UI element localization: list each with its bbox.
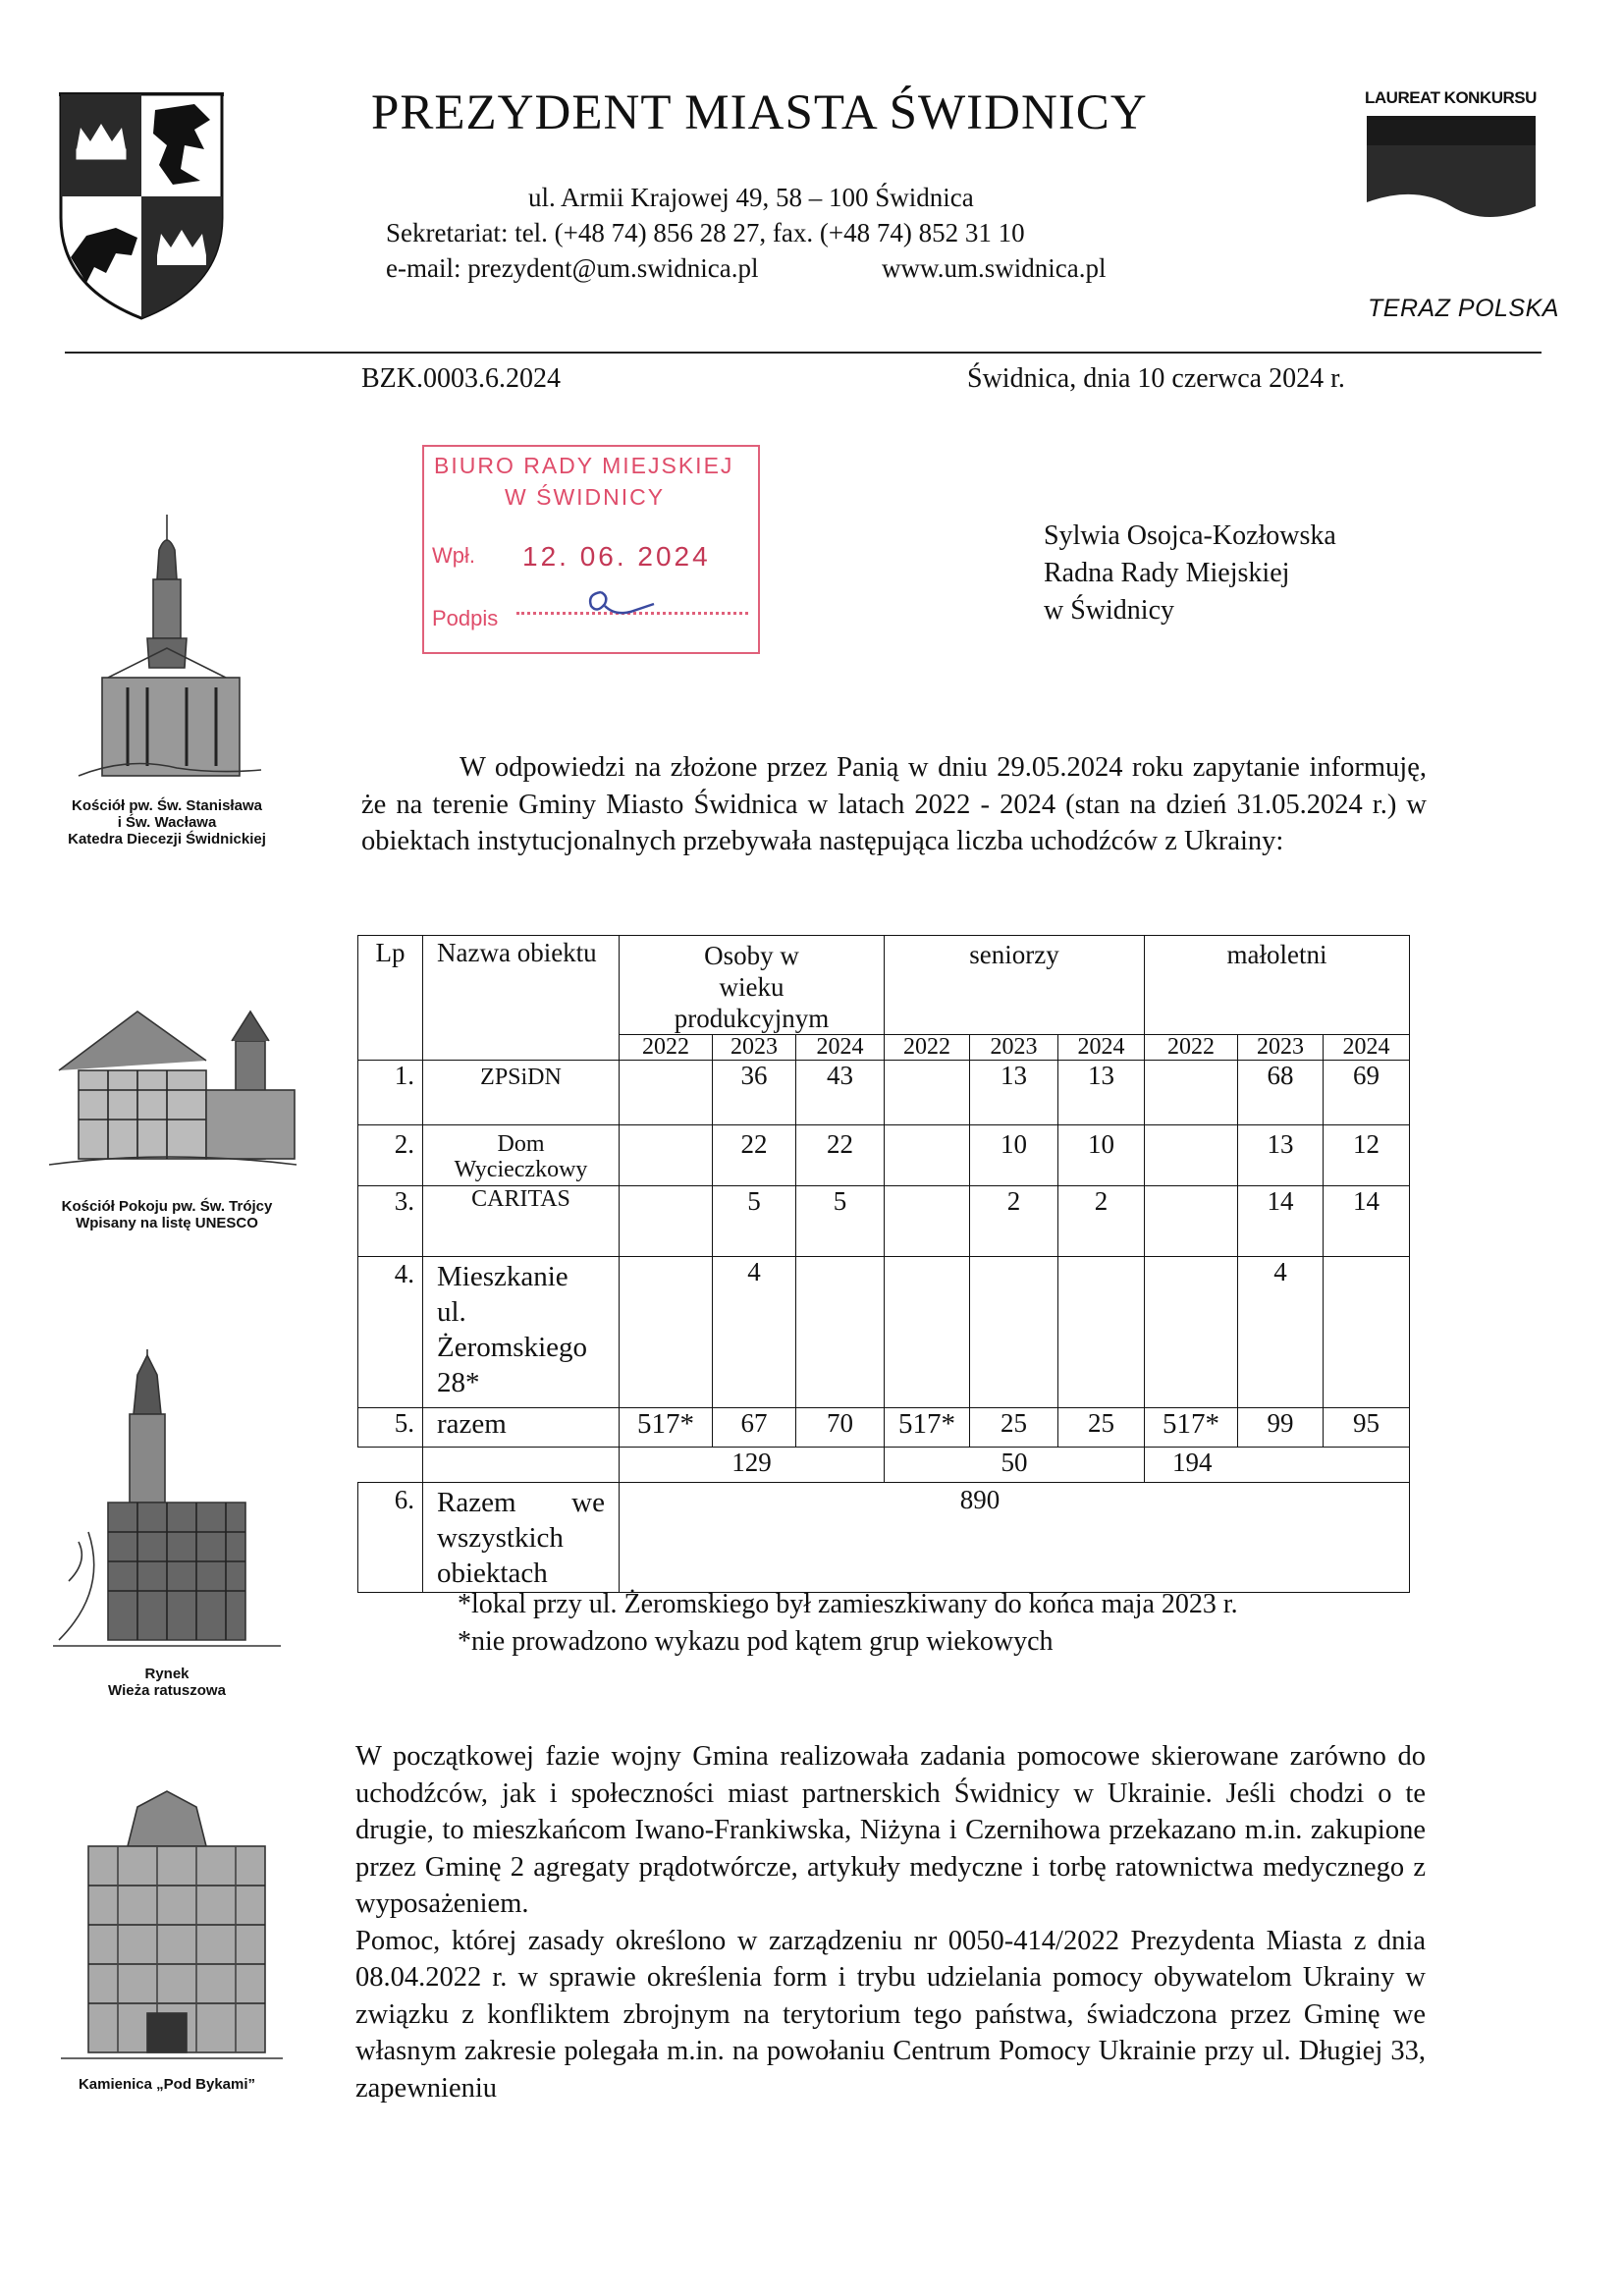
row-value xyxy=(885,1061,970,1125)
total-value: 890 xyxy=(620,1483,1410,1593)
row-name: Mieszkanie ul. Żeromskiego 28* xyxy=(423,1257,620,1408)
church-of-peace-illustration xyxy=(39,982,304,1178)
stamp-signature-label: Podpis xyxy=(432,606,499,630)
row-name: Dom Wycieczkowy xyxy=(423,1125,620,1186)
footnote: *nie prowadzono wykazu pod kątem grup wiekowych xyxy=(458,1626,1054,1657)
row-value: 68 xyxy=(1238,1061,1324,1125)
row-value: 95 xyxy=(1324,1408,1410,1448)
row-value: 517* xyxy=(1145,1408,1238,1448)
year-cell: 2022 xyxy=(620,1035,713,1061)
row-value: 14 xyxy=(1238,1186,1324,1257)
letter-reference: BZK.0003.6.2024 xyxy=(361,363,561,394)
row-value xyxy=(885,1125,970,1186)
row-value xyxy=(796,1257,885,1408)
row-value: 36 xyxy=(713,1061,796,1125)
addressee-role: Radna Rady Miejskiej xyxy=(1044,558,1290,588)
caption-line: Kościół pw. Św. Stanisława xyxy=(72,797,262,814)
letter-date: Świdnica, dnia 10 czerwca 2024 r. xyxy=(967,363,1345,394)
received-stamp xyxy=(422,445,760,654)
row-value: 517* xyxy=(885,1408,970,1448)
row-value xyxy=(1324,1257,1410,1408)
row-value: 2 xyxy=(1058,1186,1145,1257)
award-text: TERAZ POLSKA xyxy=(1368,295,1559,322)
table-row xyxy=(358,1257,1410,1408)
row-value: 10 xyxy=(1058,1125,1145,1186)
subtotal-minors: 194 xyxy=(1145,1448,1410,1483)
row-name: ZPSiDN xyxy=(423,1061,620,1125)
row-value: 13 xyxy=(1238,1125,1324,1186)
row-value: 4 xyxy=(1238,1257,1324,1408)
illustration-caption xyxy=(39,1198,295,1231)
row-lp: 6. xyxy=(358,1483,423,1593)
table-total-row xyxy=(358,1483,1410,1593)
row-value: 43 xyxy=(796,1061,885,1125)
office-phone: Sekretariat: tel. (+48 74) 856 28 27, fax. (+48 74) 852 31 10 xyxy=(386,218,1025,247)
stamp-line2: W ŚWIDNICY xyxy=(505,484,666,510)
table-subtotal-row xyxy=(358,1448,1410,1483)
row-value xyxy=(885,1186,970,1257)
table-row xyxy=(358,1186,1410,1257)
caption-line: i Św. Wacława xyxy=(117,814,217,831)
row-value: 67 xyxy=(713,1408,796,1448)
row-name: razem xyxy=(423,1408,620,1448)
row-lp: 4. xyxy=(358,1257,423,1408)
row-value: 22 xyxy=(713,1125,796,1186)
row-value: 4 xyxy=(713,1257,796,1408)
row-value xyxy=(970,1257,1058,1408)
subtotal-working-age: 129 xyxy=(620,1448,885,1483)
stamp-received-label: Wpł. xyxy=(432,543,475,568)
table-row xyxy=(358,1408,1410,1448)
illustration-caption xyxy=(39,2076,295,2093)
row-value xyxy=(1145,1186,1238,1257)
row-value xyxy=(1145,1125,1238,1186)
row-value: 99 xyxy=(1238,1408,1324,1448)
row-value: 12 xyxy=(1324,1125,1410,1186)
row-value: 2 xyxy=(970,1186,1058,1257)
empty-cell xyxy=(423,1448,620,1483)
office-website: www.um.swidnica.pl xyxy=(882,253,1107,283)
row-value xyxy=(620,1257,713,1408)
row-value xyxy=(1058,1257,1145,1408)
award-title: LAUREAT KONKURSU xyxy=(1365,88,1537,107)
row-value: 25 xyxy=(970,1408,1058,1448)
stamp-line1: BIURO RADY MIEJSKIEJ xyxy=(434,453,734,478)
body-paragraph: Pomoc, której zasady określono w zarządzeniu nr 0050-414/2022 Prezydenta Miasta z dnia 08.04.2022 r. w sprawie określenia form i trybu udzielania pomocy obywatelom Ukrainy w związku z konfliktem zbrojnym na terytorium tego państwa, świadczona przez Gminę we własnym zakresie polegała m.in. na powołaniu Centrum Pomocy Ukrainie przy ul. Długiej 33, zapewnieniu xyxy=(355,1925,1426,2104)
year-cell: 2024 xyxy=(796,1035,885,1061)
stamp-received-date: 12. 06. 2024 xyxy=(522,541,711,572)
header-divider xyxy=(65,352,1542,354)
row-lp: 2. xyxy=(358,1125,423,1186)
intro-paragraph: W odpowiedzi na złożone przez Panią w dniu 29.05.2024 roku zapytanie informuję, że na terenie Gminy Miasto Świdnica w latach 2022 - 2024 (stan na dzień 31.05.2024 r.) w obiektach instytucjonalnych przebywała następująca liczba uchodźców z Ukrainy: xyxy=(361,752,1427,856)
row-value: 25 xyxy=(1058,1408,1145,1448)
table-row xyxy=(358,1061,1410,1125)
row-value: 13 xyxy=(1058,1061,1145,1125)
footnote: *lokal przy ul. Żeromskiego był zamieszkiwany do końca maja 2023 r. xyxy=(458,1589,1238,1619)
row-lp: 3. xyxy=(358,1186,423,1257)
row-value xyxy=(620,1186,713,1257)
body-paragraph: W początkowej fazie wojny Gmina realizowała zadania pomocowe skierowane zarówno do uchodźców, jak i społeczności miast partnerskich Świdnicy w Ukrainie. Jeśli chodzi o te drugie, to mieszkańcom Iwano-Frankiwska, Niżyna i Czernihowa przekazano m.in. zakupione przez Gminę 2 agregaty prądotwórcze, artykuły medyczne i torbę ratownictwa medycznego z wyposażeniem. xyxy=(355,1741,1426,1919)
cathedral-illustration xyxy=(69,511,265,786)
refugees-table xyxy=(357,935,1410,1593)
row-value xyxy=(1145,1257,1238,1408)
year-cell: 2023 xyxy=(1238,1035,1324,1061)
row-value: 70 xyxy=(796,1408,885,1448)
table-header-row xyxy=(358,936,1410,1035)
row-value xyxy=(620,1125,713,1186)
table-row xyxy=(358,1125,1410,1186)
addressee-name: Sylwia Osojca-Kozłowska xyxy=(1044,520,1336,551)
year-cell: 2022 xyxy=(1145,1035,1238,1061)
row-value xyxy=(885,1257,970,1408)
caption-line: Katedra Diecezji Świdnickiej xyxy=(68,831,266,847)
empty-cell xyxy=(358,1448,423,1483)
office-email: e-mail: prezydent@um.swidnica.pl xyxy=(386,253,759,283)
row-value: 14 xyxy=(1324,1186,1410,1257)
year-cell: 2023 xyxy=(713,1035,796,1061)
page-title: PREZYDENT MIASTA ŚWIDNICY xyxy=(371,85,1148,140)
col-name: Nazwa obiektu xyxy=(423,936,620,1061)
year-cell: 2022 xyxy=(885,1035,970,1061)
row-value: 22 xyxy=(796,1125,885,1186)
illustration-caption xyxy=(39,1666,295,1699)
col-group-working-age: Osoby w wieku produkcyjnym xyxy=(620,936,885,1035)
illustration-caption xyxy=(39,797,295,847)
row-value: 69 xyxy=(1324,1061,1410,1125)
city-coat-of-arms xyxy=(57,90,226,322)
row-value: 10 xyxy=(970,1125,1058,1186)
row-value xyxy=(1145,1061,1238,1125)
row-value xyxy=(620,1061,713,1125)
year-cell: 2024 xyxy=(1058,1035,1145,1061)
subtotal-seniors: 50 xyxy=(885,1448,1145,1483)
caption-line: Wieża ratuszowa xyxy=(108,1682,226,1699)
handwritten-signature xyxy=(571,584,660,624)
caption-line: Rynek xyxy=(144,1666,189,1682)
col-group-minors: małoletni xyxy=(1145,936,1410,1035)
office-address: ul. Armii Krajowej 49, 58 – 100 Świdnica xyxy=(528,183,974,212)
pod-bykami-house-illustration xyxy=(59,1787,285,2062)
col-lp: Lp xyxy=(358,936,423,1061)
row-lp: 5. xyxy=(358,1408,423,1448)
row-value: 5 xyxy=(713,1186,796,1257)
row-name: CARITAS xyxy=(423,1186,620,1257)
caption-line: Kościół Pokoju pw. Św. Trójcy xyxy=(61,1198,273,1215)
year-cell: 2024 xyxy=(1324,1035,1410,1061)
caption-line: Wpisany na listę UNESCO xyxy=(76,1215,258,1231)
caption-line: Kamienica „Pod Bykami” xyxy=(78,2076,256,2093)
addressee-city: w Świdnicy xyxy=(1044,595,1174,626)
year-cell: 2023 xyxy=(970,1035,1058,1061)
body-text xyxy=(355,1738,1426,2106)
row-value: 13 xyxy=(970,1061,1058,1125)
row-value: 5 xyxy=(796,1186,885,1257)
col-group-seniors: seniorzy xyxy=(885,936,1145,1035)
teraz-polska-logo xyxy=(1367,116,1536,285)
row-value: 517* xyxy=(620,1408,713,1448)
town-hall-tower-illustration xyxy=(49,1345,285,1650)
row-lp: 1. xyxy=(358,1061,423,1125)
total-label: Razem we wszystkich obiektach xyxy=(423,1483,620,1593)
